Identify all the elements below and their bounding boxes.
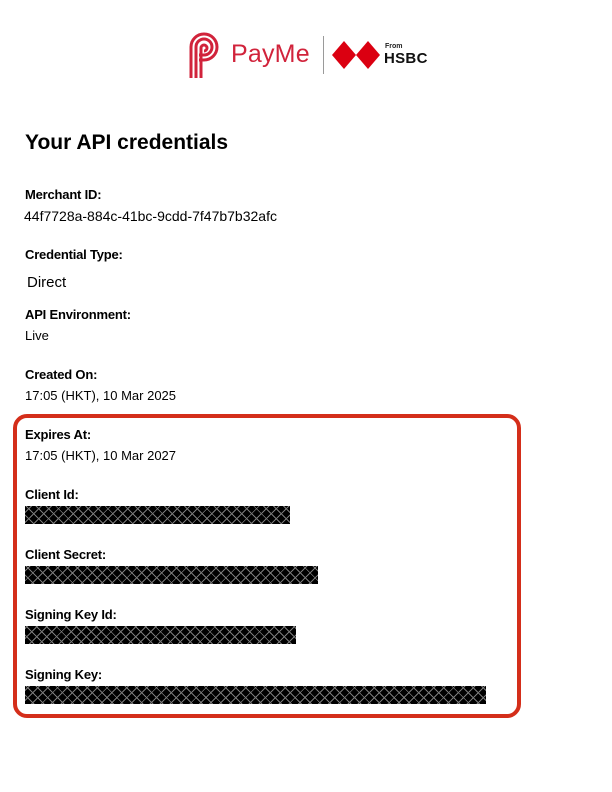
brand-divider [323,36,324,74]
signing-key-label: Signing Key: [25,667,103,682]
signing-key-redacted [25,686,486,704]
signing-key-id-label: Signing Key Id: [25,607,117,622]
credential-type-label: Credential Type: [25,247,123,262]
api-environment-label: API Environment: [25,307,131,322]
signing-key-id-redacted [25,626,296,644]
client-secret-label: Client Secret: [25,547,107,562]
hsbc-from-text: From [385,43,403,50]
client-id-label: Client Id: [25,487,79,502]
client-secret-redacted [25,566,318,584]
brand-header [0,28,612,84]
payme-logo-icon [187,30,223,80]
expires-at-value: 17:05 (HKT), 10 Mar 2027 [25,448,177,463]
payme-logo-text: PayMe [231,40,310,68]
merchant-id-value: 44f7728a-884c-41bc-9cdd-7f47b7b32afc [24,208,277,224]
hsbc-logo-text: HSBC [384,50,428,67]
created-on-label: Created On: [25,367,98,382]
expires-at-label: Expires At: [25,427,91,442]
created-on-value: 17:05 (HKT), 10 Mar 2025 [25,388,177,403]
api-environment-value: Live [25,328,49,343]
hsbc-hexagon-icon [332,41,380,69]
client-id-redacted [25,506,290,524]
credential-type-value: Direct [27,274,67,291]
merchant-id-label: Merchant ID: [25,187,102,202]
page-title: Your API credentials [25,131,229,154]
